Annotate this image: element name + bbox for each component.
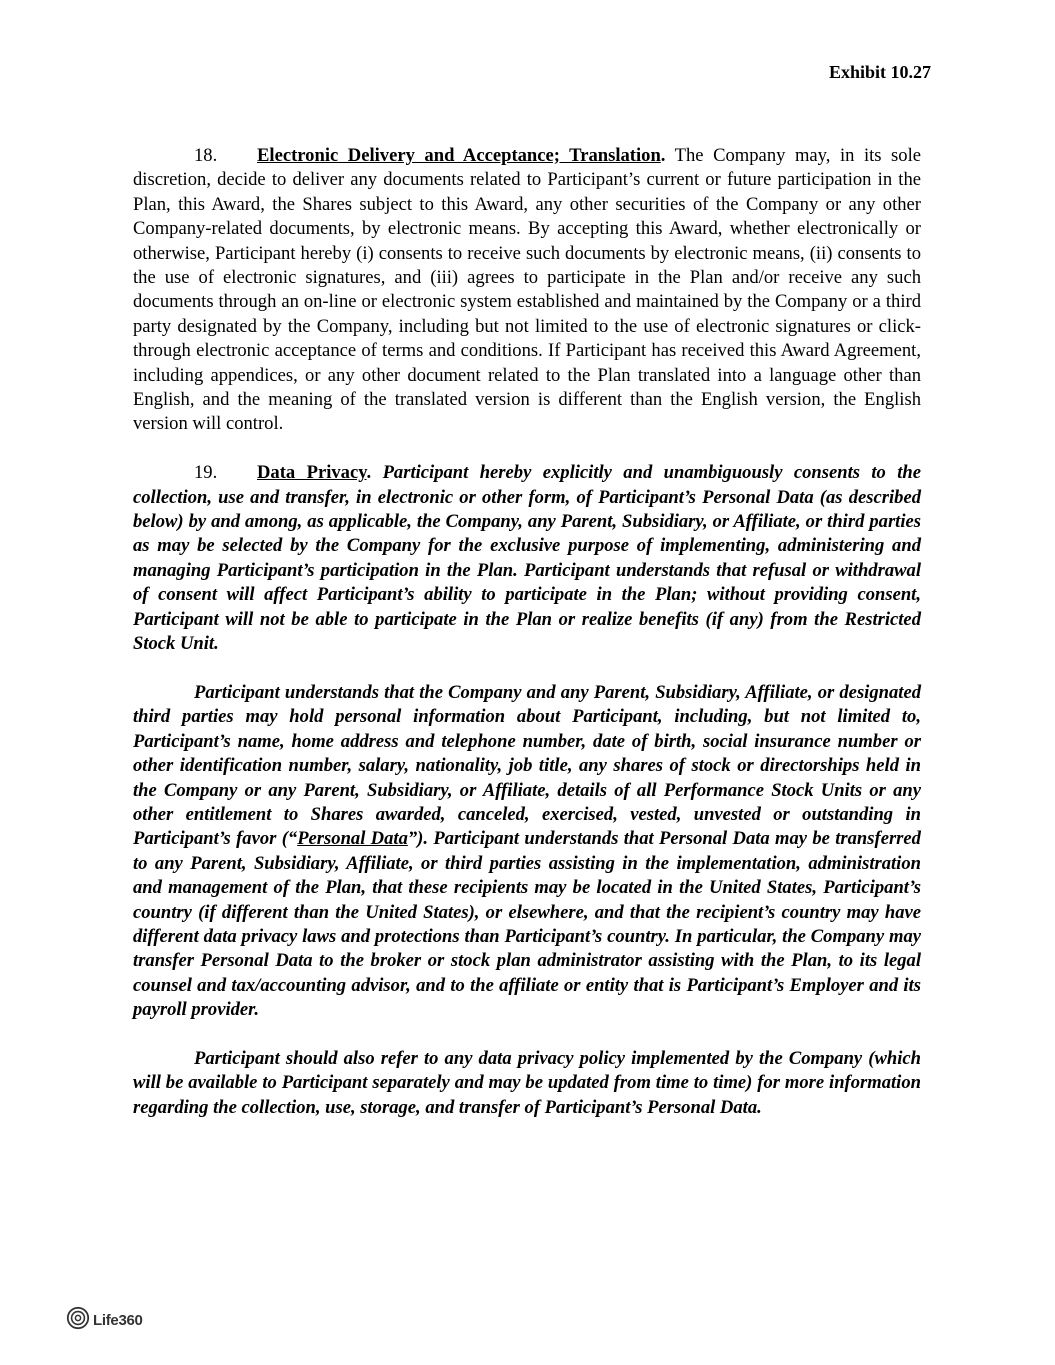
paragraph-2-part-2: ”). Participant understands that Personal Data may be transferred to any Parent, Subsidiary, Affiliate, or third parties assisting in the implementation, administration and management of the Plan, that these recipients may be located in the United States, Participant’s country (if different than the United States), or elsewhere, and that the recipient’s country may have different data privacy laws and protections than Participant’s country. In particular, the Company may transfer Personal Data to the broker or stock plan administrator assisting with the Plan, to its legal counsel and tax/accounting advisor, and to the affiliate or entity that is Participant’s Employer and its payroll provider.	[133, 828, 921, 1021]
personal-data-defined-term: Personal Data	[297, 828, 408, 850]
life360-logo-icon	[66, 1306, 90, 1335]
section-19-heading: Data Privacy	[257, 462, 367, 484]
section-19-paragraph-2	[133, 681, 921, 1023]
section-18-body: The Company may, in its sole discretion, decide to deliver any documents related to Participant’s current or future participation in the Plan, this Award, the Shares subject to this Award, any other securities of the Company or any other Company-related documents, by electronic means. By accepting this Award, whether electronically or otherwise, Participant hereby (i) consents to receive such documents by electronic means, (ii) consents to the use of electronic signatures, and (iii) agrees to participate in the Plan and/or receive any such documents through an on-line or electronic system established and maintained by the Company or a third party designated by the Company, including but not limited to the use of electronic signatures or click-through electronic acceptance of terms and conditions. If Participant has received this Award Agreement, including appendices, or any other document related to the Plan translated into a language other than English, and the meaning of the translated version is different than the English version, the English version will control.	[133, 145, 921, 435]
footer-logo	[66, 1306, 143, 1335]
exhibit-label: Exhibit 10.27	[828, 62, 931, 82]
document-body	[133, 144, 921, 1145]
paragraph-2-part-1: Participant understands that the Company and any Parent, Subsidiary, Affiliate, or designated third parties may hold personal information about Participant, including, but not limited to, Participant’s name, home address and telephone number, date of birth, social insurance number or other identification number, salary, nationality, job title, any shares of stock or directorships held in the Company or any Parent, Subsidiary, or Affiliate, details of all Performance Stock Units or any other entitlement to Shares awarded, canceled, exercised, vested, unvested or outstanding in Participant’s favor (“	[133, 681, 921, 850]
section-19-number: 19.	[194, 462, 218, 484]
section-18-number: 18.	[194, 145, 218, 166]
section-18-heading-punct: .	[660, 145, 666, 166]
section-19	[133, 461, 921, 656]
section-18-heading: Electronic Delivery and Acceptance; Translation	[257, 145, 661, 166]
section-19-heading-punct: .	[366, 462, 372, 484]
paragraph-3-text: Participant should also refer to any data privacy policy implemented by the Company (which will be available to Participant separately and may be updated from time to time) for more information regarding the collection, use, storage, and transfer of Participant’s Personal Data.	[133, 1047, 921, 1118]
section-19-paragraph-3	[133, 1047, 921, 1120]
section-19-body: Participant hereby explicitly and unambiguously consents to the collection, use and transfer, in electronic or other form, of Participant’s Personal Data (as described below) by and among, as applicable, the Company, any Parent, Subsidiary, or Affiliate, or third parties as may be selected by the Company for the exclusive purpose of implementing, administering and managing Participant’s participation in the Plan. Participant understands that refusal or withdrawal of consent will affect Participant’s ability to participate in the Plan; without providing consent, Participant will not be able to participate in the Plan or realize benefits (if any) from the Restricted Stock Unit.	[133, 462, 922, 655]
section-18	[133, 144, 921, 437]
logo-text: Life360	[93, 1312, 143, 1329]
